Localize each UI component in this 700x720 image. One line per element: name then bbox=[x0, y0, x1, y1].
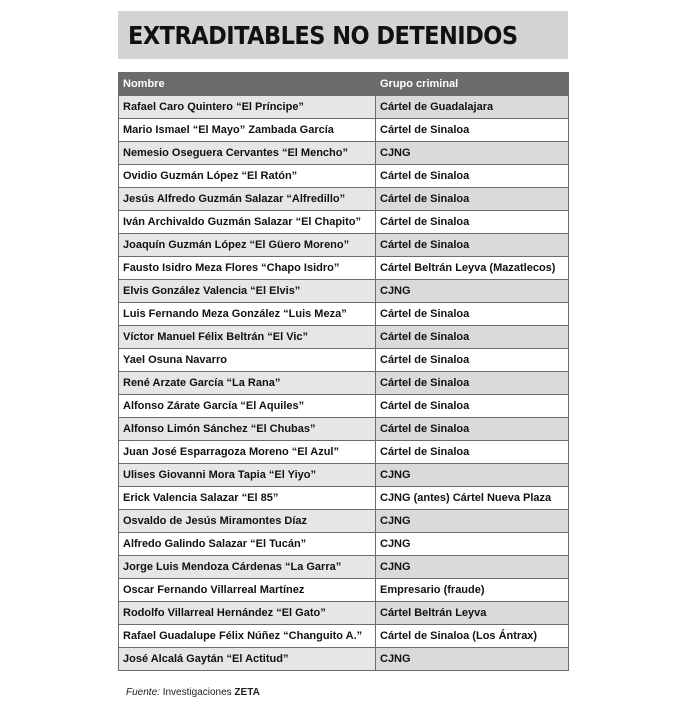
table-row bbox=[119, 165, 569, 188]
cell-nombre: Jesús Alfredo Guzmán Salazar “Alfredillo” bbox=[119, 188, 376, 211]
cell-grupo-criminal: Cártel de Sinaloa bbox=[376, 188, 569, 211]
table-row bbox=[119, 234, 569, 257]
page-title: EXTRADITABLES NO DETENIDOS bbox=[128, 20, 518, 50]
cell-nombre: Ulises Giovanni Mora Tapia “El Yiyo” bbox=[119, 464, 376, 487]
cell-nombre: Mario Ismael “El Mayo” Zambada García bbox=[119, 119, 376, 142]
cell-nombre: Juan José Esparragoza Moreno “El Azul” bbox=[119, 441, 376, 464]
cell-nombre: Iván Archivaldo Guzmán Salazar “El Chapito” bbox=[119, 211, 376, 234]
table-row bbox=[119, 510, 569, 533]
cell-nombre: José Alcalá Gaytán “El Actitud” bbox=[119, 648, 376, 671]
cell-nombre: Erick Valencia Salazar “El 85” bbox=[119, 487, 376, 510]
table-row bbox=[119, 257, 569, 280]
cell-nombre: Rafael Caro Quintero “El Príncipe” bbox=[119, 96, 376, 119]
table-body bbox=[119, 96, 569, 671]
table-row bbox=[119, 648, 569, 671]
cell-grupo-criminal: Cártel de Sinaloa (Los Ántrax) bbox=[376, 625, 569, 648]
cell-nombre: Alfredo Galindo Salazar “El Tucán” bbox=[119, 533, 376, 556]
cell-grupo-criminal: Cártel de Sinaloa bbox=[376, 303, 569, 326]
cell-nombre: Alfonso Limón Sánchez “El Chubas” bbox=[119, 418, 376, 441]
cell-grupo-criminal: CJNG bbox=[376, 648, 569, 671]
cell-grupo-criminal: Cártel de Sinaloa bbox=[376, 418, 569, 441]
cell-nombre: Luis Fernando Meza González “Luis Meza” bbox=[119, 303, 376, 326]
cell-grupo-criminal: CJNG bbox=[376, 556, 569, 579]
cell-grupo-criminal: CJNG (antes) Cártel Nueva Plaza bbox=[376, 487, 569, 510]
source-label: Fuente: bbox=[126, 687, 160, 698]
cell-grupo-criminal: Cártel de Sinaloa bbox=[376, 119, 569, 142]
cell-grupo-criminal: Cártel de Sinaloa bbox=[376, 234, 569, 257]
cell-nombre: Oscar Fernando Villarreal Martínez bbox=[119, 579, 376, 602]
cell-nombre: Alfonso Zárate García “El Aquiles” bbox=[119, 395, 376, 418]
cell-nombre: Rafael Guadalupe Félix Núñez “Changuito A.” bbox=[119, 625, 376, 648]
table-row bbox=[119, 349, 569, 372]
cell-nombre: Jorge Luis Mendoza Cárdenas “La Garra” bbox=[119, 556, 376, 579]
cell-grupo-criminal: Cártel de Sinaloa bbox=[376, 441, 569, 464]
cell-grupo-criminal: Empresario (fraude) bbox=[376, 579, 569, 602]
cell-grupo-criminal: Cártel de Sinaloa bbox=[376, 211, 569, 234]
table-row bbox=[119, 142, 569, 165]
extraditables-table bbox=[118, 72, 569, 671]
cell-grupo-criminal: CJNG bbox=[376, 464, 569, 487]
cell-nombre: René Arzate García “La Rana” bbox=[119, 372, 376, 395]
cell-grupo-criminal: Cártel de Sinaloa bbox=[376, 165, 569, 188]
table-header-row bbox=[119, 73, 569, 96]
cell-grupo-criminal: Cártel de Guadalajara bbox=[376, 96, 569, 119]
table-row bbox=[119, 487, 569, 510]
table-row bbox=[119, 625, 569, 648]
table-row bbox=[119, 188, 569, 211]
table-row bbox=[119, 303, 569, 326]
source-text: Investigaciones bbox=[162, 687, 232, 698]
cell-grupo-criminal: CJNG bbox=[376, 533, 569, 556]
table-row bbox=[119, 556, 569, 579]
cell-grupo-criminal: CJNG bbox=[376, 280, 569, 303]
table-row bbox=[119, 211, 569, 234]
cell-nombre: Nemesio Oseguera Cervantes “El Mencho” bbox=[119, 142, 376, 165]
cell-nombre: Elvis González Valencia “El Elvis” bbox=[119, 280, 376, 303]
cell-nombre: Rodolfo Villarreal Hernández “El Gato” bbox=[119, 602, 376, 625]
title-banner bbox=[118, 11, 568, 59]
table-row bbox=[119, 96, 569, 119]
header-nombre: Nombre bbox=[119, 73, 376, 96]
cell-nombre: Fausto Isidro Meza Flores “Chapo Isidro” bbox=[119, 257, 376, 280]
table-row bbox=[119, 326, 569, 349]
table-row bbox=[119, 395, 569, 418]
table-row bbox=[119, 602, 569, 625]
table-row bbox=[119, 464, 569, 487]
cell-grupo-criminal: Cártel de Sinaloa bbox=[376, 395, 569, 418]
table-row bbox=[119, 280, 569, 303]
table-row bbox=[119, 119, 569, 142]
cell-grupo-criminal: CJNG bbox=[376, 142, 569, 165]
table-row bbox=[119, 579, 569, 602]
table-row bbox=[119, 372, 569, 395]
cell-nombre: Joaquín Guzmán López “El Güero Moreno” bbox=[119, 234, 376, 257]
cell-grupo-criminal: Cártel de Sinaloa bbox=[376, 372, 569, 395]
table-row bbox=[119, 533, 569, 556]
cell-nombre: Ovidio Guzmán López “El Ratón” bbox=[119, 165, 376, 188]
cell-grupo-criminal: Cártel Beltrán Leyva (Mazatlecos) bbox=[376, 257, 569, 280]
cell-nombre: Osvaldo de Jesús Miramontes Díaz bbox=[119, 510, 376, 533]
cell-nombre: Víctor Manuel Félix Beltrán “El Vic” bbox=[119, 326, 376, 349]
cell-grupo-criminal: Cártel Beltrán Leyva bbox=[376, 602, 569, 625]
table-row bbox=[119, 418, 569, 441]
cell-nombre: Yael Osuna Navarro bbox=[119, 349, 376, 372]
source-note bbox=[126, 687, 260, 698]
cell-grupo-criminal: CJNG bbox=[376, 510, 569, 533]
source-brand: ZETA bbox=[234, 687, 260, 698]
cell-grupo-criminal: Cártel de Sinaloa bbox=[376, 326, 569, 349]
cell-grupo-criminal: Cártel de Sinaloa bbox=[376, 349, 569, 372]
table-row bbox=[119, 441, 569, 464]
header-grupo-criminal: Grupo criminal bbox=[376, 73, 569, 96]
